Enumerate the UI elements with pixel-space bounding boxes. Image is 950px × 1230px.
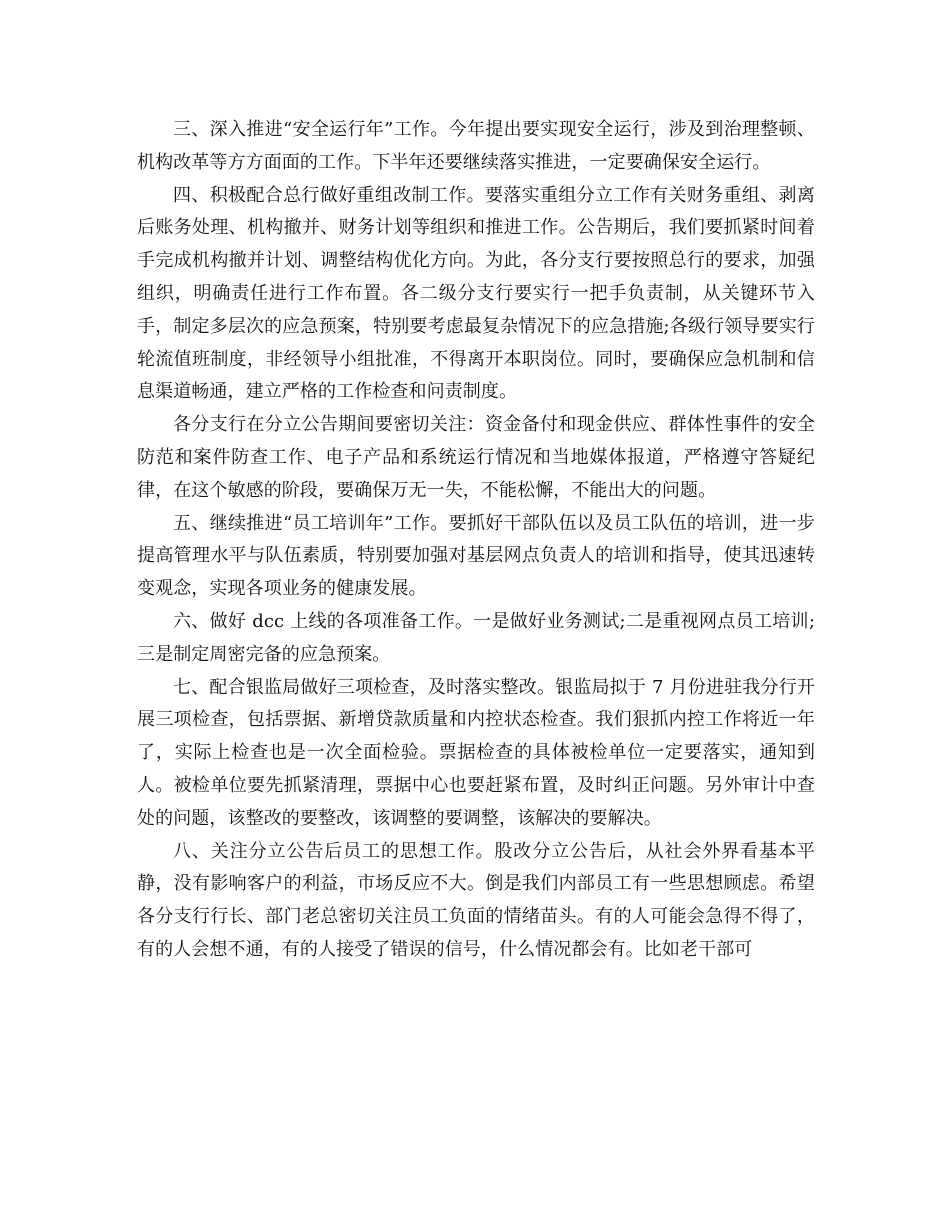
paragraph-safety-year: 三、深入推进“安全运行年”工作。今年提出要实现安全运行，涉及到治理整顿、机构改革等方方面面的工作。下半年还要继续落实推进，一定要确保安全运行。 xyxy=(137,119,815,173)
document-body xyxy=(137,114,815,967)
paragraph-announcement-period: 各分支行在分立公告期间要密切关注：资金备付和现金供应、群体性事件的安全防范和案件防查工作、电子产品和系统运行情况和当地媒体报道，严格遵守答疑纪律，在这个敏感的阶段，要确保万无一失，不能松懈，不能出大的问题。 xyxy=(137,414,815,501)
paragraph-dcc-launch: 六、做好 dcc 上线的各项准备工作。一是做好业务测试;二是重视网点员工培训;三是制定周密完备的应急预案。 xyxy=(137,610,815,665)
paragraph-restructuring: 四、积极配合总行做好重组改制工作。要落实重组分立工作有关财务重组、剥离后账务处理、机构撤并、财务计划等组织和推进工作。公告期后，我们要抓紧时间着手完成机构撤并计划、调整结构优化方向。为此，各分支行要按照总行的要求，加强组织，明确责任进行工作布置。各二级分支行要实行一把手负责制，从关键环节入手，制定多层次的应急预案，特别要考虑最复杂情况下的应急措施;各级行领导要实行轮流值班制度，非经领导小组批准，不得离开本职岗位。同时，要确保应急机制和信息渠道畅通，建立严格的工作检查和问责制度。 xyxy=(137,184,815,403)
paragraph-inspections: 七、配合银监局做好三项检查，及时落实整改。银监局拟于 7 月份进驻我分行开展三项检查，包括票据、新增贷款质量和内控状态检查。我们狠抓内控工作将近一年了，实际上检查也是一次全面检验。票据检查的具体被检单位一定要落实，通知到人。被检单位要先抓紧清理，票据中心也要赶紧布置，及时纠正问题。另外审计中查处的问题，该整改的要整改，该调整的要调整，该解决的要解决。 xyxy=(137,676,815,829)
paragraph-staff-morale: 八、关注分立公告后员工的思想工作。股改分立公告后，从社会外界看基本平静，没有影响客户的利益，市场反应不大。倒是我们内部员工有一些思想顾虑。希望各分支行行长、部门老总密切关注员工负面的情绪苗头。有的人可能会急得不得了，有的人会想不通，有的人接受了错误的信号，什么情况都会有。比如老干部可 xyxy=(137,840,815,960)
paragraph-training-year: 五、继续推进“员工培训年”工作。要抓好干部队伍以及员工队伍的培训，进一步提高管理水平与队伍素质，特别要加强对基层网点负责人的培训和指导，使其迅速转变观念，实现各项业务的健康发展。 xyxy=(137,512,815,600)
